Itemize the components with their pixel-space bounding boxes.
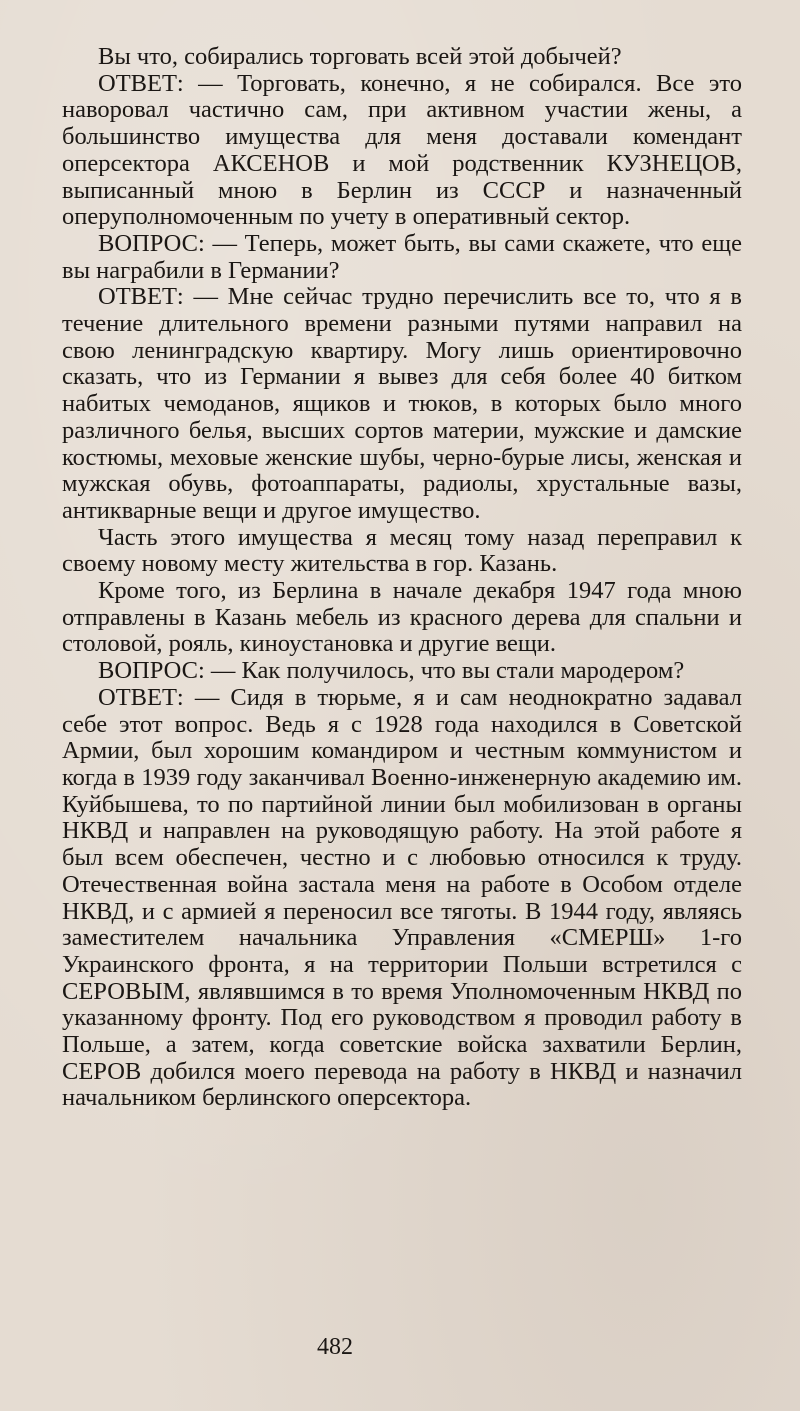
page-text (62, 44, 742, 1112)
paragraph: ВОПРОС: — Как получилось, что вы стали мародером? (98, 657, 685, 685)
paragraph: Часть этого имущества я месяц тому назад переправил к своему новому месту жительства в гор. Казань. (62, 523, 742, 578)
paragraph: ВОПРОС: — Теперь, может быть, вы сами скажете, что еще вы награбили в Германии? (62, 229, 742, 284)
paragraph: ОТВЕТ: — Мне сейчас трудно перечислить все то, что я в течение длительного времени разными путями направил на свою ленинградскую квартиру. Могу лишь ориентировочно сказать, что из Германии я вывез для себя более 40 битком набитых чемоданов, ящиков и тюков, в которых было много различного белья, высших сортов материи, мужские и дамские костюмы, меховые женские шубы, черно-бурые лисы, женская и мужская обувь, фотоаппараты, радиолы, хрустальные вазы, антикварные вещи и другое имущество. (62, 283, 742, 524)
paragraph: Вы что, собирались торговать всей этой добычей? (98, 43, 622, 70)
paragraph: ОТВЕТ: — Торговать, конечно, я не собирался. Все это наворовал частично сам, при активном участии жены, а большинство имущества для меня доставали комендант оперсектора АКСЕНОВ и мой родственник КУЗНЕЦОВ, выписанный мною в Берлин из СССР и назначенный оперуполномоченным по учету в оперативный сектор. (62, 69, 742, 231)
page-number: 482 (317, 1334, 353, 1360)
paragraph: Кроме того, из Берлина в начале декабря 1947 года мною отправлены в Казань мебель из красного дерева для спальни и столовой, рояль, киноустановка и другие вещи. (62, 577, 742, 658)
paragraph: ОТВЕТ: — Сидя в тюрьме, я и сам неоднократно задавал себе этот вопрос. Ведь я с 1928 года находился в Советской Армии, был хорошим командиром и честным коммунистом и когда в 1939 году заканчивал Военно-инженерную академию им. Куйбышева, то по партийной линии был мобилизован в органы НКВД и направлен на руководящую работу. На этой работе я был всем обеспечен, честно и с любовью относился к труду. Отечественная война застала меня на работе в Особом отделе НКВД, и с армией я переносил все тяготы. В 1944 году, являясь заместителем начальника Управления «СМЕРШ» 1-го Украинского фронта, я на территории Польши встретился с СЕРОВЫМ, являвшимся в то время Уполномоченным НКВД по указанному фронту. Под его руководством я проводил работу в Польше, а затем, когда советские войска захватили Берлин, СЕРОВ добился моего перевода на работу в НКВД и назначил начальником берлинского оперсектора. (62, 683, 742, 1112)
